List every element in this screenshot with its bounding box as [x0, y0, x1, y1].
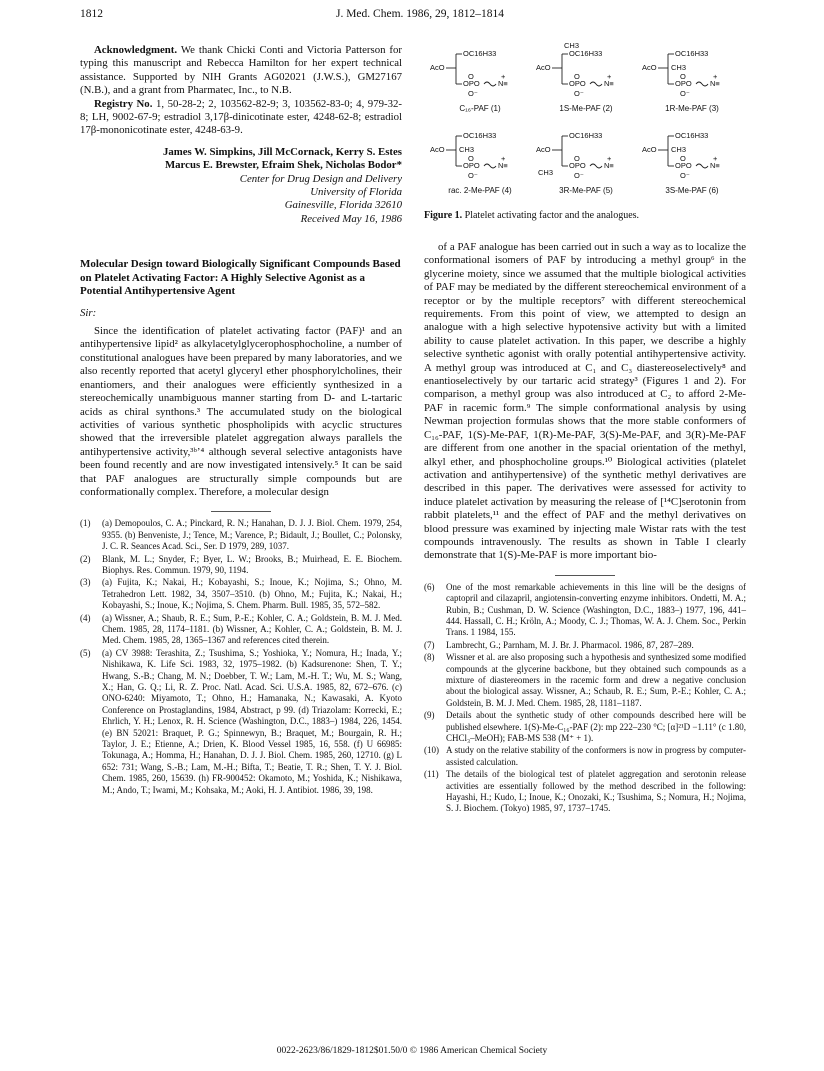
- reference-text: Lambrecht, G.; Parnham, M. J. Br. J. Pharmacol. 1986, 87, 287–289.: [446, 639, 694, 650]
- reference-text: The details of the biological test of platelet aggregation and serotonin release activities are essentially followed by the method described in the following: Hayashi, H.; Kudo, I.; Inoue, K.; Onozaki, K.; Tsushima, S.; Nomura, H.; Nojima, S. J. Biochem. (Tokyo) 1985, 97, 1737–1745.: [446, 769, 746, 814]
- figure-caption-text: Platelet activating factor and the analogues.: [464, 210, 640, 221]
- figure-caption: [424, 210, 746, 221]
- reference-item: [80, 613, 402, 647]
- figure-1: [424, 41, 746, 208]
- reference-item: [80, 648, 402, 796]
- choline-chain: [696, 82, 708, 86]
- footnote-rule-right: [555, 575, 615, 576]
- reference-text: Wissner et al. are also proposing such a hypothesis and synthesized some modified compounds at the glycerine backbone, but they obtained such compounds as a mixture of diastereomers in the racemic form and drew a negative conclusion about the biological assay. Wissner, A.; Schaub, R. E.; Sum, P.-E.; Kohler, C. A.; Goldstein, B. M. J. Med. Chem. 1985, 28, 1181–1187.: [446, 652, 746, 708]
- reference-number: (6): [424, 581, 435, 592]
- acetoxy-label: AcO: [642, 63, 657, 72]
- phosphate-label: OPO: [569, 79, 586, 88]
- reference-text: A study on the relative stability of the conformers is now in progress by computer-assisted calculation.: [446, 745, 746, 767]
- charge-label: +: [713, 154, 718, 163]
- alkyl-ether-label: OC16H33: [675, 49, 709, 58]
- charge-label: +: [501, 72, 506, 81]
- journal-citation: J. Med. Chem. 1986, 29, 1812–1814: [335, 8, 505, 20]
- methyl-label: CH3: [564, 41, 580, 50]
- prev-authors-line1: James W. Simpkins, Jill McCornack, Kerry S. Estes: [162, 145, 402, 158]
- structure-label: 3R-Me-PAF (5): [559, 186, 613, 195]
- oxo-label: O: [574, 154, 580, 163]
- structure-label: 1R-Me-PAF (3): [665, 104, 719, 113]
- phosphate-label: OPO: [675, 161, 692, 170]
- structure-2: [534, 41, 638, 118]
- methyl-label: CH3: [459, 145, 475, 154]
- reference-item: [424, 745, 746, 768]
- reference-number: (1): [80, 518, 91, 529]
- reference-number: (7): [424, 639, 435, 650]
- charge-label: +: [501, 154, 506, 163]
- structure-label: 3S-Me-PAF (6): [665, 186, 719, 195]
- acetoxy-label: AcO: [430, 63, 445, 72]
- choline-chain: [590, 82, 602, 86]
- page-footer: 0022-2623/86/1829-1812$01.50/0 © 1986 American Chemical Society: [276, 1046, 548, 1056]
- reference-text: Blank, M. L.; Snyder, F.; Byer, L. W.; Brooks, B.; Muirhead, E. E. Biochem. Biophys. Res. Commun. 1979, 90, 1194.: [102, 553, 402, 575]
- phosphate-label: OPO: [463, 161, 480, 170]
- structure-label: 1S-Me-PAF (2): [559, 104, 613, 113]
- figure-caption-label: Figure 1.: [424, 210, 463, 221]
- reference-number: (5): [80, 647, 91, 658]
- oxo-label: O: [680, 72, 686, 81]
- reference-text: Details about the synthetic study of other compounds described here will be published elsewhere. 1(S)-Me-C₁₆-PAF (2): mp 222–230 °C; [α]²¹D −1.11° (c 1.80, CHCl₃–MeOH); FAB-MS 538 (M⁺ + 1).: [446, 710, 746, 744]
- structure-6: [640, 126, 744, 200]
- reference-text: (a) Demopoulos, C. A.; Pinckard, R. N.; Hanahan, D. J. J. Biol. Chem. 1979, 254, 9355. (b) Benveniste, J.; Tence, M.; Varence, P.; Bidault, J.; Boullet, C.; Polonsky, J. C. R. Seances Acad. Sci., Ser. D 1979, 289, 1037.: [102, 518, 402, 552]
- reference-item: [80, 518, 402, 552]
- reference-item: [424, 640, 746, 651]
- reference-item: [424, 710, 746, 744]
- article-title: Molecular Design toward Biologically Significant Compounds Based on Platelet Activating Factor: A Highly Selective Agonist as a Potential Antihypertensive Agent: [80, 258, 401, 298]
- reference-item: [424, 582, 746, 639]
- oxyanion-label: O⁻: [680, 89, 690, 98]
- methyl-label: CH3: [671, 145, 687, 154]
- reference-number: (10): [424, 745, 439, 756]
- footnote-rule: [211, 511, 271, 512]
- right-column: [424, 41, 746, 816]
- acknowledgment: [80, 44, 402, 98]
- oxyanion-label: O⁻: [574, 89, 584, 98]
- salutation: Sir:: [80, 307, 97, 320]
- phosphate-label: OPO: [463, 79, 480, 88]
- reference-text: One of the most remarkable achievements in this line will be the designs of captopril and cilazapril, angiotensin-converting enzyme inhibitors. Ondetti, M. A.; Rubin, B.; Cushman, D. W. Science (Washington, D.C., 1883–) 1977, 196, 441–444. Hassall, C. H.; Kröln, A.; Moody, C. J.; Thomas, W. A. J. Chem. Soc., Perkin Trans. 1 1984, 155.: [446, 581, 746, 638]
- trimethylammonium-label: N≡: [604, 161, 614, 170]
- methyl-label: CH3: [538, 168, 554, 177]
- oxyanion-label: O⁻: [468, 89, 478, 98]
- reference-list-left: [80, 518, 402, 796]
- trimethylammonium-label: N≡: [498, 79, 508, 88]
- prev-affiliation-3: Gainesville, Florida 32610: [284, 199, 402, 212]
- charge-label: +: [607, 72, 612, 81]
- acknowledgment-text: We thank Chicki Conti and Victoria Patterson for typing this manuscript and Rebecca Hamilton for her expert technical assistance. Supported by NIH Grants AG02021 (J.W.S.), GM27167 (N.B.), and a grant from Pharmatec, Inc., to N.B.: [80, 44, 402, 97]
- structure-4: [428, 126, 532, 200]
- trimethylammonium-label: N≡: [604, 79, 614, 88]
- methyl-label: CH3: [671, 63, 687, 72]
- trimethylammonium-label: N≡: [498, 161, 508, 170]
- acetoxy-label: AcO: [430, 145, 445, 154]
- registry-label: Registry No.: [94, 97, 153, 110]
- alkyl-ether-label: OC16H33: [675, 131, 709, 140]
- oxo-label: O: [468, 154, 474, 163]
- phosphate-label: OPO: [675, 79, 692, 88]
- acetoxy-label: AcO: [536, 145, 551, 154]
- reference-text: (a) Fujita, K.; Nakai, H.; Kobayashi, S.; Inoue, K.; Nojima, S.; Ohno, M. Tetrahedron Lett. 1982, 34, 3507–3510. (b) Ohno, M.; Fujita, K.; Nakai, H.; Kobayashi, S.; Inoue, K.; Nojima, S. Chem. Pharm. Bull. 1985, 35, 572–582.: [102, 577, 402, 611]
- reference-number: (2): [80, 553, 91, 564]
- choline-chain: [590, 164, 602, 168]
- prev-received-date: Received May 16, 1986: [300, 212, 402, 225]
- reference-item: [80, 577, 402, 611]
- alkyl-ether-label: OC16H33: [569, 131, 603, 140]
- alkyl-ether-label: OC16H33: [463, 131, 497, 140]
- structure-label: C₁₆-PAF (1): [459, 104, 501, 113]
- oxo-label: O: [680, 154, 686, 163]
- page-number: 1812: [80, 8, 103, 20]
- running-header: [80, 8, 760, 26]
- structure-label: rac. 2-Me-PAF (4): [448, 186, 512, 195]
- reference-text: (a) CV 3988: Terashita, Z.; Tsushima, S.; Yoshioka, Y.; Nomura, H.; Inada, Y.; Nishikawa, K. Life Sci. 1983, 32, 1975–1982. (b) Kadsurenone: Shen, T. Y.; Hwang, S.-B.; Chang, M. N.; Doebber, T. W.; Lam, M.-H. T.; Wu, M. S.; Wang, X.; Han, G. Q.; Li, R. Z. Proc. Natl. Acad. Sci. U.S.A. 1985, 82, 672–676. (c) ONO-6240: Miyamoto, T.; Ohno, H.; Hamanaka, N.; Kawasaki, A. Kyoto Conference on Prostaglandins, 1984, Abstract, p 99. (d) Triazolam: Korrecki, E.; Ehrlich, Y. H.; Lenox, R. H. Science (Washington, D.C., 1883–) 1984, 226, 1454. (e) BN 52021: Braquet, P. G.; Spinnewyn, B.; Braquet, M.; Bourgain, R. H.; Taylor, J. E.; Etienne, A.; Drien, K. Blood Vessel 1985, 16, 558. (f) U 66985: Tokunaga, A.; Homma, H.; Hanahan, D. J. J. Biol. Chem. 1985, 260, 12710. (g) L 652: 731; Wang, S.-B.; Lam, M.-H.; Bifta, T.; Beatie, T. R.; Shen, T. Y. J. Biol. Chem. 1985, 260, 15639. (h) FR-900452: Okamoto, M.; Yoshida, K.; Nishikawa, M.; Ando, T.; Iwami, M.; Kohsaka, M.; Aoki, H. J. Antibiot. 1986, 39, 198.: [102, 647, 402, 795]
- left-column: [80, 44, 402, 797]
- oxo-label: O: [574, 72, 580, 81]
- choline-chain: [484, 82, 496, 86]
- prev-affiliation-2: University of Florida: [310, 186, 402, 199]
- body-paragraph-1: Since the identification of platelet activating factor (PAF)¹ and an antihypertensive lipid² as alkylacetylglycerophosphocholine, a number of constitutional analogues have been prepared by many laboratories, and we also recently reported that acetyl glyceryl ether phosphorylcholines, their enantiomers, and their analogues were efficiently synthesized in a stereochemically unambiguous manner starting from D- and L-tartaric acids as chiral synthons.³ The accumulated study on the biological activities of various synthetic phospholipids with acyclic structures showed that the irreversible platelet aggregation always parallels the antihypertensive activity,³ᵇʼ⁴ although several selective antagonists have been found recently and are now investigated intensively.⁵ It can be said that PAF analogues are structurally simple compounds but are conformationally complex. Therefore, a molecular design: [80, 325, 402, 498]
- phosphate-label: OPO: [569, 161, 586, 170]
- body-paragraph-2: of a PAF analogue has been carried out in such a way as to localize the conformational isomers of PAF by introducing a methyl group⁶ in the glycerine moiety, since we assumed that the multiple biological activities of PAF may be mediated by the different stereochemical environment of a receptor or by the multiple receptors⁷ with different stereochemical requirements. From this point of view, we attempted to design an analogue with a high selective hypotensive activity but with a limited ability to cause platelet activation. In this paper, we describe a highly selective synthetic agonist with orally potential antihypertensive activity. A methyl group was introduced at C₁ and C₃ diastereoselectively⁸ and enantioselectively by our tartaric acid strategy³ (Figures 1 and 2). For comparison, a methyl group was also introduced at C₂ to afford 2-Me-PAF in racemic form.⁹ The simple conformational analysis by using Newman projection formulas shows that the more stable conformers of C₁₆-PAF, 1(S)-Me-PAF, 1(R)-Me-PAF, 3(S)-Me-PAF, and 3(R)-Me-PAF are different from one another in the spacial orientation of the methyl, alkyl ether, and phosphocholine groups.¹⁰ Biological activities (platelet activation and antihypertensive) of the synthetic methyl derivatives are described in this paper. The derivatives were assessed for activity to induce platelet activation by measuring the release of [¹⁴C]serotonin from rabbit platelets,¹¹ and the effect of PAF and the methyl derivatives on blood pressure was examined by injecting male Wistar rats with the test compounds intravenously. The results as shown in Table I clearly demonstrate that 1(S)-Me-PAF is more important bio-: [424, 241, 746, 562]
- reference-item: [424, 652, 746, 709]
- oxyanion-label: O⁻: [680, 171, 690, 180]
- trimethylammonium-label: N≡: [710, 161, 720, 170]
- structure-5: [534, 126, 638, 200]
- alkyl-ether-label: OC16H33: [569, 49, 603, 58]
- structure-3: [640, 44, 744, 118]
- reference-item: [424, 769, 746, 815]
- reference-list-right: [424, 582, 746, 815]
- reference-number: (4): [80, 612, 91, 623]
- structure-1: [428, 44, 532, 118]
- acetoxy-label: AcO: [642, 145, 657, 154]
- reference-item: [80, 554, 402, 577]
- reference-number: (3): [80, 577, 91, 588]
- charge-label: +: [607, 154, 612, 163]
- choline-chain: [484, 164, 496, 168]
- prev-authors-line2: Marcus E. Brewster, Efraim Shek, Nicholas Bodor*: [164, 159, 402, 172]
- reference-number: (9): [424, 710, 435, 721]
- trimethylammonium-label: N≡: [710, 79, 720, 88]
- oxo-label: O: [468, 72, 474, 81]
- reference-text: (a) Wissner, A.; Shaub, R. E.; Sum, P.-E.; Kohler, C. A.; Goldstein, B. M. J. Med. Chem. 1985, 28, 1174–1181. (b) Wissner, A.; Kohler, C. A.; Goldstein, B. M. J. Med. Chem. 1985, 28, 1365–1367 and references cited therein.: [102, 612, 402, 646]
- prev-affiliation-1: Center for Drug Design and Delivery: [239, 172, 402, 185]
- acetoxy-label: AcO: [536, 63, 551, 72]
- acknowledgment-label: Acknowledgment.: [94, 44, 178, 56]
- oxyanion-label: O⁻: [468, 171, 478, 180]
- registry-numbers: [80, 98, 402, 138]
- reference-number: (11): [424, 769, 439, 780]
- alkyl-ether-label: OC16H33: [463, 49, 497, 58]
- choline-chain: [696, 164, 708, 168]
- charge-label: +: [713, 72, 718, 81]
- reference-number: (8): [424, 652, 435, 663]
- oxyanion-label: O⁻: [574, 171, 584, 180]
- registry-text: 1, 50-28-2; 2, 103562-82-9; 3, 103562-83-0; 4, 979-32-8; LH, 9002-67-9; estradiol 3,17β-dinicotinate ester, 4248-62-8; estradiol 17β-mononicotinate ester, 4248-63-9.: [80, 97, 402, 137]
